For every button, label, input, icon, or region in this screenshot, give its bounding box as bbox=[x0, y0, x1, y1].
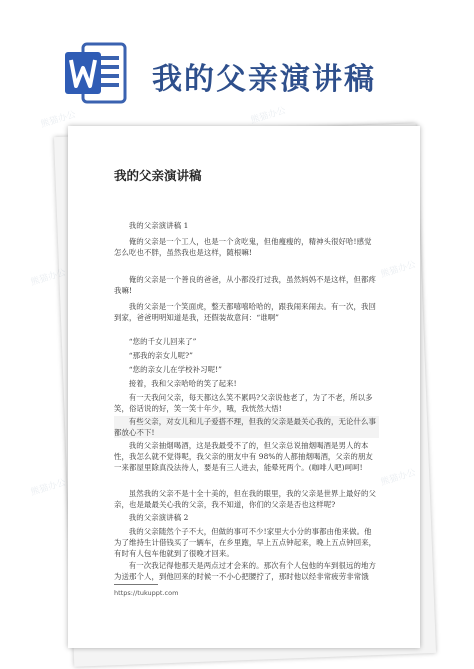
paragraph: 俺的父亲是一个善良的爸爸，从小都没打过我，虽然妈妈不是这样，但都疼我嘛! bbox=[114, 275, 376, 295]
word-doc-icon bbox=[63, 40, 129, 106]
paragraph: “那我的亲女儿呢?” bbox=[128, 351, 194, 360]
paragraph: 有些父亲，对女儿和儿子爱搭不理，但我的父亲是最关心我的，无论什么事都放心不下! bbox=[114, 416, 379, 438]
paragraph: 俺的父亲是一个工人，也是一个贪吃鬼，但他瘦瘦的，精神头很好哈!感觉怎么吃也不胖，虽然我也是这样，随根嘛! bbox=[114, 237, 372, 257]
footer-url: https://tukuppt.com bbox=[114, 589, 179, 597]
paragraph: 我的父亲演讲稿 2 bbox=[128, 513, 189, 522]
paragraph: 我的父亲是一个笑面虎，整天都嘻嘻哈哈的，跟我闹来闹去。有一次，我回到家，爸爸明明知道是我，还假装故意问：“谁啊” bbox=[114, 302, 376, 322]
document-page bbox=[68, 126, 420, 648]
watermark: 熊猫办公 bbox=[29, 477, 68, 498]
paragraph: “您的千女儿回来了” bbox=[128, 337, 197, 346]
paragraph: 我的父亲演讲稿 1 bbox=[128, 221, 189, 230]
paragraph: 虽然我的父亲不是十全十美的，但在我的眼里，我的父亲是世界上最好的父亲，也是最最关心我的父亲，我不知道，你们的父亲是否也这样呢? bbox=[114, 489, 376, 509]
document-title: 我的父亲演讲稿 bbox=[114, 168, 202, 183]
footer-divider bbox=[114, 584, 158, 585]
paragraph: 有一次我记得他那天是两点过才会来的。那次有个人包他的车到很远的地方为送那个人，到他回来的时候一不小心把腰拧了，那时他以经非常疲劳非常饿 bbox=[114, 561, 376, 581]
paragraph: 我的父亲抽烟喝酒，这是我最受不了的，但父亲总说抽烟喝酒是男人的本性，我怎么就不觉得呢，我父亲的朋友中有 98%的人都抽烟喝酒，父亲的朋友一来都屋里除真没法待人，要是有三人进去，能晕死两个。(咖啡人吧)呵呵! bbox=[114, 441, 373, 472]
paragraph: 接着，我和父亲哈哈的笑了起来! bbox=[128, 379, 237, 388]
paragraph: 我的父亲随然个子不大，但做的事可不少!家里大小分的事都由他来做。他为了维持生计借钱买了一辆车，在乡里跑，早上五点钟起来，晚上五点钟回来，有时有人包车他就到了很晚才回来。 bbox=[114, 527, 377, 558]
paragraph: 有一天我问父亲，每天都这么笑不累吗?父亲说他老了，为了不老，所以多笑，俗话说的好，笑一笑十年少，哦，我恍然大悟! bbox=[114, 393, 373, 413]
paragraph: “您的亲女儿在学校补习呢!” bbox=[128, 365, 223, 374]
watermark: 熊猫办公 bbox=[39, 109, 78, 130]
page-title: 我的父亲演讲稿 bbox=[152, 62, 376, 97]
page-header bbox=[0, 0, 474, 128]
watermark: 熊猫办公 bbox=[29, 267, 68, 288]
watermark: 熊猫办公 bbox=[249, 105, 288, 126]
